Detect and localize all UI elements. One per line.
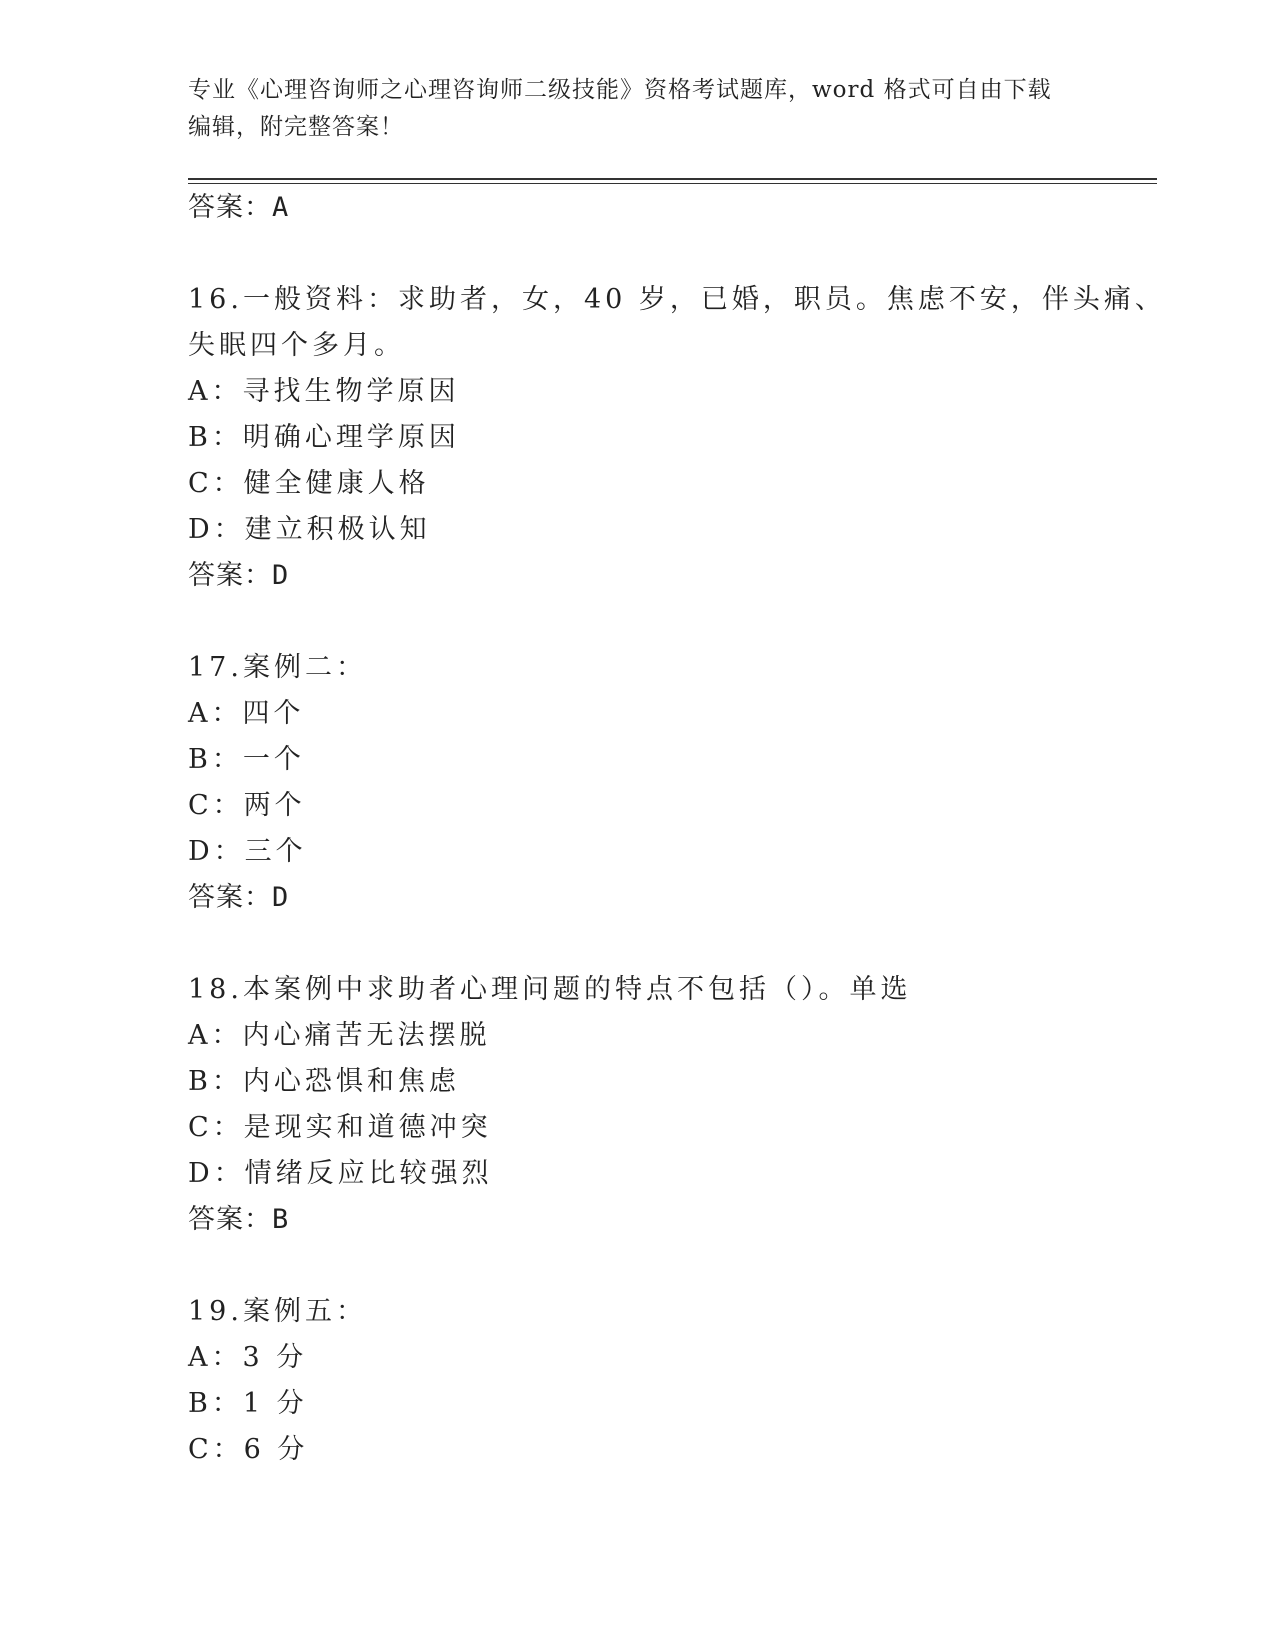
- option-c: C：健全健康人格: [188, 468, 430, 499]
- answer: 答案：B: [188, 1204, 290, 1235]
- question-18: [188, 967, 1118, 1243]
- option-a: A：寻找生物学原因: [188, 376, 460, 407]
- header-line-1: 专业《心理咨询师之心理咨询师二级技能》资格考试题库，word 格式可自由下载: [188, 77, 1052, 103]
- question-text: 16.一般资料：求助者，女，40 岁，已婚，职员。焦虑不安，伴头痛、: [188, 284, 1166, 315]
- option-b: B：1 分: [188, 1388, 308, 1419]
- question-list: [188, 185, 1166, 1473]
- spacer: [188, 1243, 1118, 1289]
- option-c: C：是现实和道德冲突: [188, 1112, 492, 1143]
- question-16: [188, 277, 1166, 599]
- question-17: [188, 645, 1118, 921]
- option-c: C：两个: [188, 790, 306, 821]
- header-divider: [188, 178, 1157, 184]
- question-text-continued: 失眠四个多月。: [188, 330, 405, 361]
- document-header: [188, 72, 1068, 146]
- option-b: B：一个: [188, 744, 305, 775]
- header-line-2: 编辑，附完整答案！: [188, 114, 404, 140]
- answer: 答案：D: [188, 560, 290, 591]
- question-text: 19.案例五：: [188, 1296, 367, 1327]
- option-d: D：三个: [188, 836, 307, 867]
- option-d: D：情绪反应比较强烈: [188, 1158, 493, 1189]
- question-text: 17.案例二：: [188, 652, 367, 683]
- spacer: [188, 231, 1118, 277]
- spacer: [188, 921, 1118, 967]
- spacer: [188, 599, 1118, 645]
- previous-answer: 答案：A: [188, 192, 290, 223]
- option-b: B：明确心理学原因: [188, 422, 460, 453]
- option-a: A：3 分: [188, 1342, 308, 1373]
- option-d: D：建立积极认知: [188, 514, 431, 545]
- option-b: B：内心恐惧和焦虑: [188, 1066, 460, 1097]
- option-c: C：6 分: [188, 1434, 309, 1465]
- option-a: A：四个: [188, 698, 305, 729]
- question-text: 18.本案例中求助者心理问题的特点不包括（）。单选: [188, 974, 912, 1005]
- answer: 答案：D: [188, 882, 290, 913]
- question-19: [188, 1289, 1118, 1473]
- option-a: A：内心痛苦无法摆脱: [188, 1020, 491, 1051]
